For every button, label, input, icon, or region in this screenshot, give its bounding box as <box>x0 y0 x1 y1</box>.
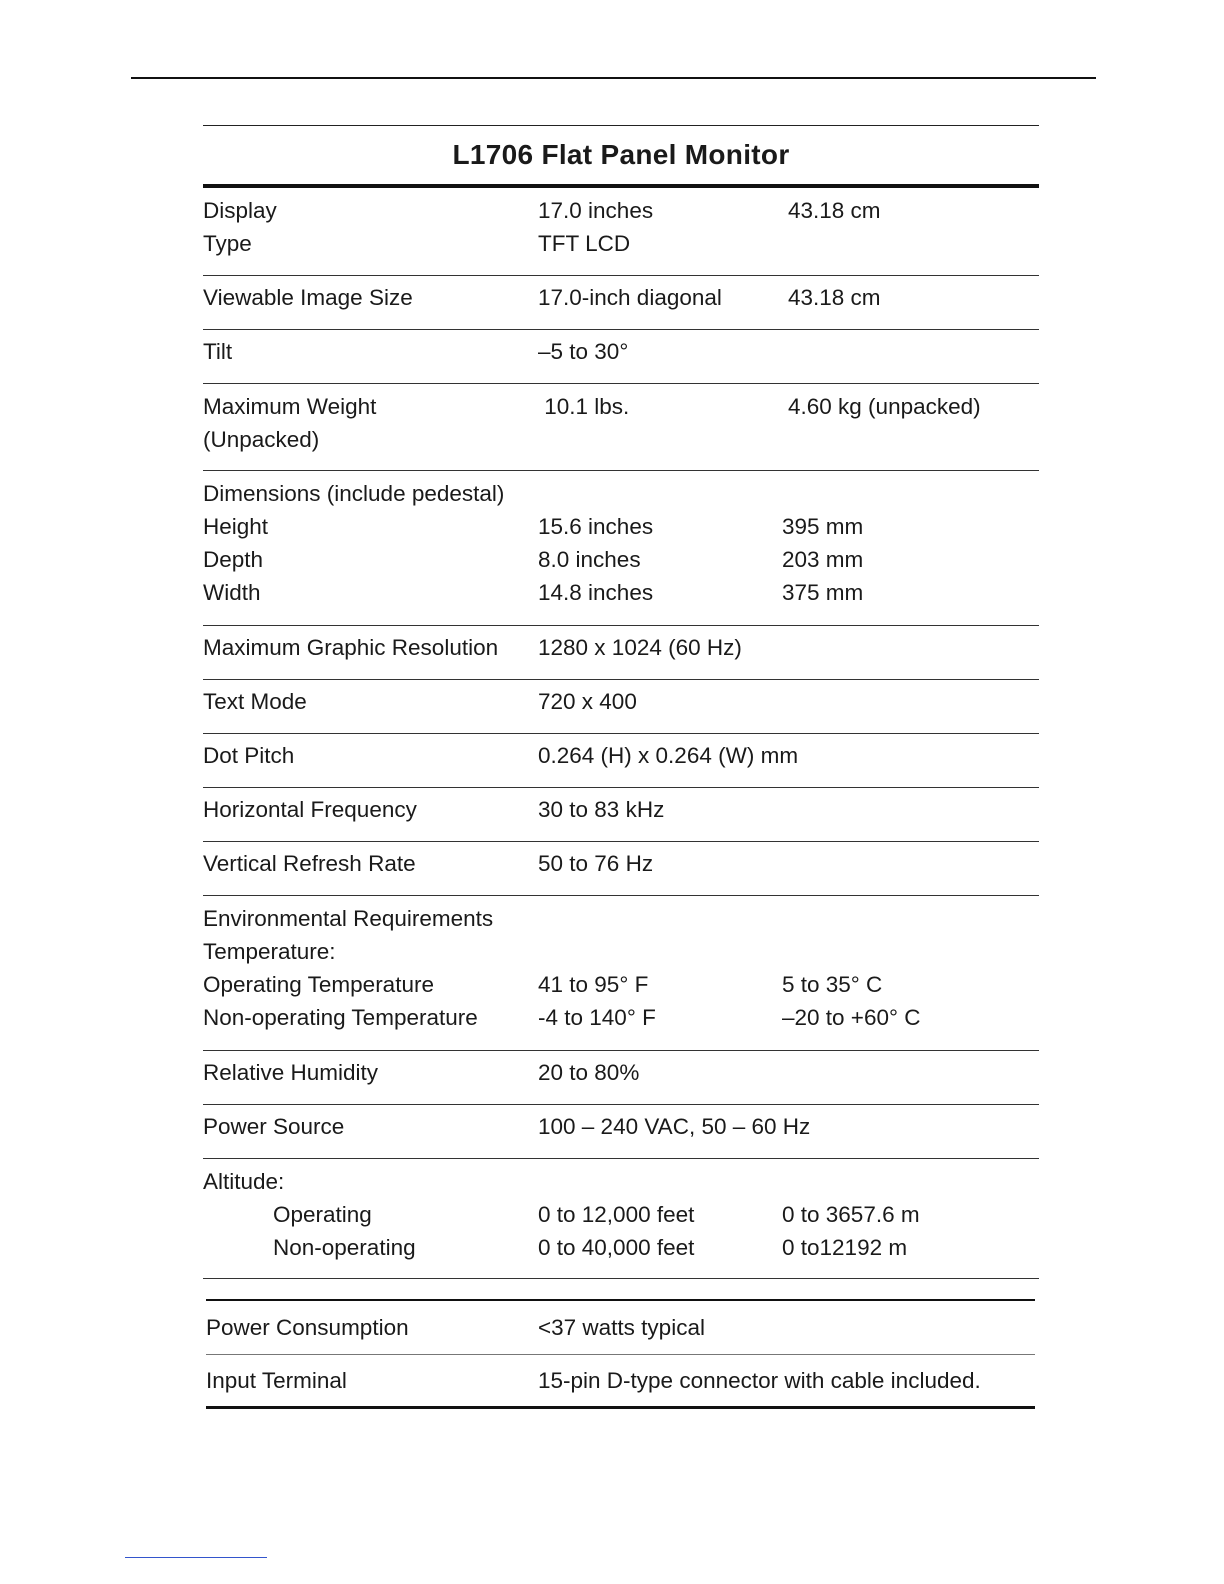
spec-label: Environmental Requirements <box>203 905 494 931</box>
spec-value: 0.264 (H) x 0.264 (W) mm <box>538 742 799 768</box>
spec-value: 17.0 inches <box>538 197 654 223</box>
table-title: L1706 Flat Panel Monitor <box>452 139 790 170</box>
spec-row-text-mode <box>203 680 1039 734</box>
spec-row-vertical-refresh-rate <box>203 842 1039 896</box>
spec-value: 0 to 12,000 feet <box>538 1201 695 1227</box>
spec-value-metric: 375 mm <box>782 579 864 605</box>
spec-label: Operating <box>273 1201 372 1227</box>
spec-label: Horizontal Frequency <box>203 796 417 822</box>
spec-row-altitude <box>203 1159 1039 1279</box>
spec-value: 100 – 240 VAC, 50 – 60 Hz <box>538 1113 811 1139</box>
spec-row-power-source <box>203 1105 1039 1159</box>
spec-value: -4 to 140° F <box>538 1004 656 1030</box>
footer-link-underline <box>125 1557 267 1558</box>
spec-value-metric: 395 mm <box>782 513 864 539</box>
spec-value: 50 to 76 Hz <box>538 850 654 876</box>
spec-label: Altitude: <box>203 1168 285 1194</box>
spec-row-environmental <box>203 896 1039 1051</box>
spec-value: 17.0-inch diagonal <box>538 284 722 310</box>
spec-label: Power Consumption <box>206 1314 409 1340</box>
spec-value: 30 to 83 kHz <box>538 796 665 822</box>
spec-value: 1280 x 1024 (60 Hz) <box>538 634 742 660</box>
spec-value: 15.6 inches <box>538 513 654 539</box>
spec-label: (Unpacked) <box>203 426 320 452</box>
spec-row-relative-humidity <box>203 1051 1039 1105</box>
spec-label: Non-operating Temperature <box>203 1004 478 1030</box>
spec-label: Maximum Weight <box>203 393 377 419</box>
spec-label: Text Mode <box>203 688 307 714</box>
spec-label: Non-operating <box>273 1234 416 1260</box>
spec-row-display <box>203 188 1039 276</box>
spec-table <box>203 125 1039 1279</box>
spec-value-metric: –20 to +60° C <box>782 1004 921 1030</box>
spec-value: 8.0 inches <box>538 546 641 572</box>
spec-row-dimensions <box>203 471 1039 626</box>
spec-label: Viewable Image Size <box>203 284 413 310</box>
spec-row-tilt <box>203 330 1039 384</box>
spec-label: Type <box>203 230 252 256</box>
spec-value-metric: 43.18 cm <box>788 197 881 223</box>
spec-label: Dimensions (include pedestal) <box>203 480 505 506</box>
spec-value-metric: 0 to 3657.6 m <box>782 1201 920 1227</box>
spec-label: Height <box>203 513 269 539</box>
table-title-row <box>203 125 1039 188</box>
spec-value: 20 to 80% <box>538 1059 640 1085</box>
spec-row-horizontal-frequency <box>203 788 1039 842</box>
spec-label: Power Source <box>203 1113 345 1139</box>
spec-label: Relative Humidity <box>203 1059 379 1085</box>
spec-row-max-graphic-resolution <box>203 626 1039 680</box>
spec-row-viewable-image-size <box>203 276 1039 330</box>
spec-value: 720 x 400 <box>538 688 637 714</box>
spec-label: Temperature: <box>203 938 336 964</box>
spec-row-input-terminal <box>206 1355 1035 1409</box>
header-rule <box>131 77 1096 79</box>
spec-value: 0 to 40,000 feet <box>538 1234 695 1260</box>
spec-label: Depth <box>203 546 264 572</box>
spec-label: Maximum Graphic Resolution <box>203 634 499 660</box>
spec-value-metric: 203 mm <box>782 546 864 572</box>
spec-value: 14.8 inches <box>538 579 654 605</box>
spec-label: Tilt <box>203 338 233 364</box>
spec-value: –5 to 30° <box>538 338 629 364</box>
spec-label: Operating Temperature <box>203 971 434 997</box>
spec-value: 41 to 95° F <box>538 971 649 997</box>
spec-label: Input Terminal <box>206 1367 347 1393</box>
spec-value-metric: 43.18 cm <box>788 284 881 310</box>
spec-value-metric: 5 to 35° C <box>782 971 883 997</box>
spec-value-metric: 0 to12192 m <box>782 1234 908 1260</box>
spec-row-dot-pitch <box>203 734 1039 788</box>
spec-value: <37 watts typical <box>538 1314 705 1340</box>
spec-row-maximum-weight <box>203 384 1039 471</box>
spec-row-power-consumption <box>206 1301 1035 1355</box>
spec-label: Display <box>203 197 277 223</box>
spec-value-metric: 4.60 kg (unpacked) <box>788 393 981 419</box>
spec-table-continued <box>206 1299 1035 1409</box>
spec-value: 15-pin D-type connector with cable included. <box>538 1367 981 1393</box>
spec-label: Width <box>203 579 261 605</box>
spec-label: Vertical Refresh Rate <box>203 850 416 876</box>
spec-label: Dot Pitch <box>203 742 295 768</box>
spec-value: 10.1 lbs. <box>538 393 630 419</box>
spec-value: TFT LCD <box>538 230 631 256</box>
